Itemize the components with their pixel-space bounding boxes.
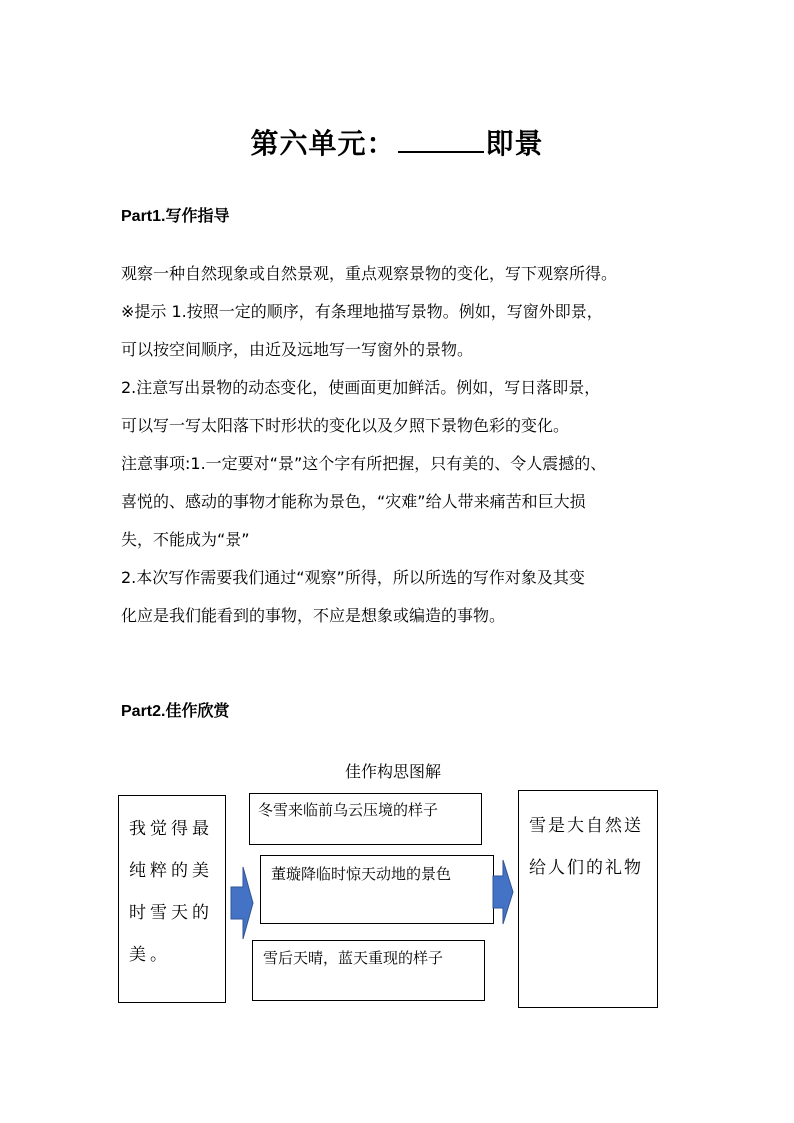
diagram-middle-box-2: 董璇降临时惊天动地的景色 xyxy=(260,855,494,924)
diagram-left-box: 我觉得最纯粹的美时雪天的美。 xyxy=(118,795,226,1003)
part2-heading: Part2.佳作欣赏 xyxy=(121,703,230,720)
title-suffix: 即景 xyxy=(485,127,544,160)
part1-heading: Part1.写作指导 xyxy=(121,208,230,225)
part1-line: 可以按空间顺序，由近及远地写一写窗外的景物。 xyxy=(121,340,474,359)
part1-line: 化应是我们能看到的事物，不应是想象或编造的事物。 xyxy=(121,606,506,625)
part1-line: 2.注意写出景物的动态变化，使画面更加鲜活。例如，写日落即景， xyxy=(121,378,601,397)
part1-line: 注意事项:1.一定要对“景”这个字有所把握，只有美的、令人震撼的、 xyxy=(121,454,607,473)
part1-body xyxy=(121,259,687,631)
arrow-right-icon xyxy=(492,858,514,926)
diagram-title: 佳作构思图解 xyxy=(345,762,442,781)
part1-line: 可以写一写太阳落下时形状的变化以及夕照下景物色彩的变化。 xyxy=(121,416,570,435)
arrow-right-icon xyxy=(230,865,254,941)
diagram-right-box: 雪是大自然送给人们的礼物 xyxy=(518,790,658,1008)
title-blank xyxy=(398,125,484,153)
title-prefix: 第六单元： xyxy=(250,127,396,160)
part1-line: 观察一种自然现象或自然景观，重点观察景物的变化，写下观察所得。 xyxy=(121,264,618,283)
page-title xyxy=(0,122,794,162)
diagram-middle-box-1: 冬雪来临前乌云压境的样子 xyxy=(249,793,482,845)
part1-line: 失，不能成为“景” xyxy=(121,530,250,549)
diagram-middle-box-3: 雪后天晴，蓝天重现的样子 xyxy=(252,940,485,1001)
arrow-shape xyxy=(231,867,253,939)
part1-line: ※提示 1.按照一定的顺序，有条理地描写景物。例如，写窗外即景， xyxy=(121,302,603,321)
part1-line: 2.本次写作需要我们通过“观察”所得，所以所选的写作对象及其变 xyxy=(121,568,585,587)
arrow-shape xyxy=(493,860,513,924)
part1-line: 喜悦的、感动的事物才能称为景色，“灾难”给人带来痛苦和巨大损 xyxy=(121,492,586,511)
